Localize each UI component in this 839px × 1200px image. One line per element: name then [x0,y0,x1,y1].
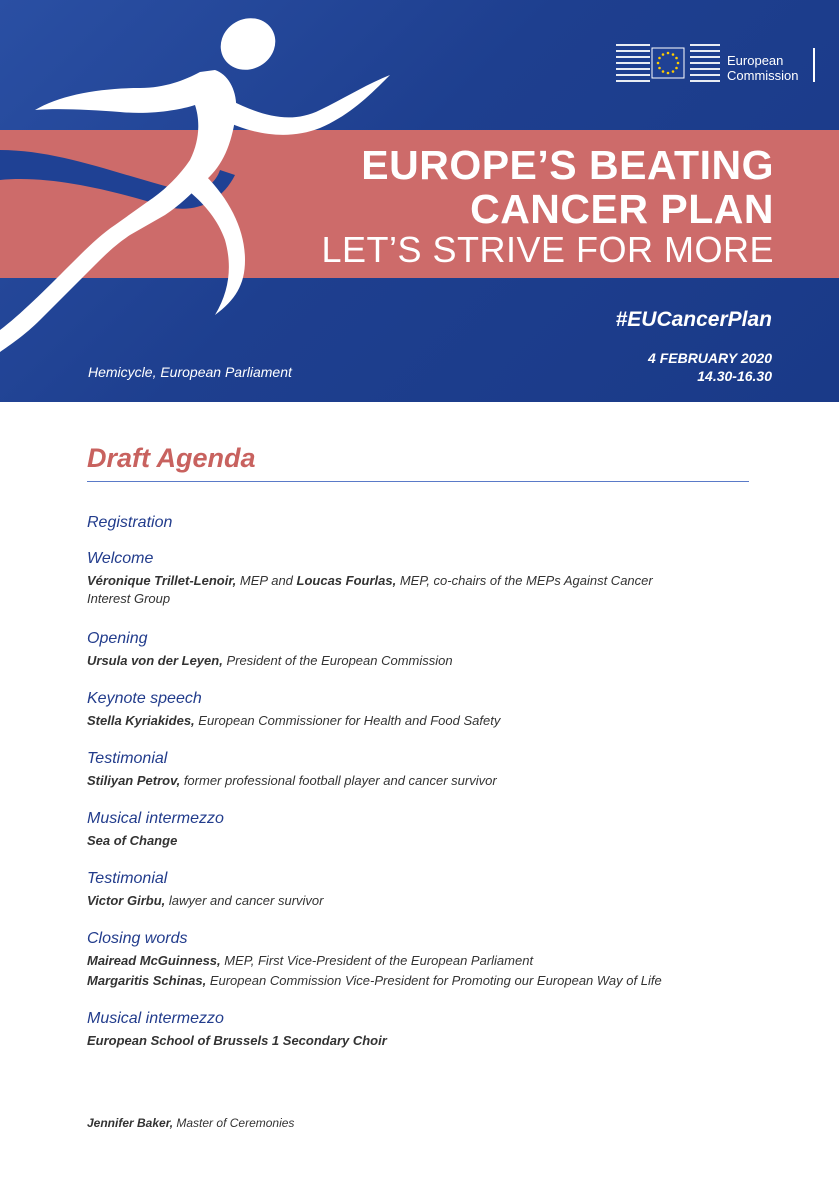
eu-flag-icon [652,48,684,78]
title-line-2: CANCER PLAN [470,186,774,232]
org-name-line1: European [727,53,784,68]
title-divider [87,481,749,482]
speaker-name: Mairead McGuinness, [87,953,221,968]
hashtag: #EUCancerPlan [615,308,772,331]
speaker-name: Stella Kyriakides, [87,713,195,728]
speaker-name: Stiliyan Petrov, [87,773,181,788]
agenda-speaker-line [87,571,787,609]
mc-role: Master of Ceremonies [173,1116,295,1130]
agenda-speaker-line [87,831,787,851]
agenda-item-testimonial-2 [87,869,787,911]
agenda-speaker-line [87,1031,787,1051]
agenda-item-registration [87,513,787,533]
logo-divider [813,48,815,82]
event-time: 14.30-16.30 [697,368,772,384]
agenda-heading: Keynote speech [87,690,202,707]
agenda-speaker-line [87,771,787,791]
agenda-speaker-line [87,711,787,731]
agenda-speaker-line [87,971,787,991]
agenda-heading: Testimonial [87,870,168,887]
speaker-role: President of the European Commission [222,653,453,668]
header-banner [0,0,839,402]
agenda-speaker-line [87,651,787,671]
agenda-heading: Musical intermezzo [87,810,224,827]
agenda-heading: Welcome [87,550,154,567]
speaker-role: former professional football player and cancer survivor [180,773,497,788]
runner-figure-icon [0,0,420,402]
subtitle: LET’S STRIVE FOR MORE [321,229,774,270]
agenda-heading: Opening [87,630,148,647]
speaker-name: Victor Girbu, [87,893,166,908]
speaker-name: Margaritis Schinas, [87,973,207,988]
agenda-item-opening [87,629,787,671]
agenda-item-welcome [87,549,787,609]
agenda-heading: Registration [87,514,173,531]
performance-title: Sea of Change [87,833,178,848]
speaker-role-continued: Interest Group [87,591,171,606]
org-name-line2: Commission [727,68,799,83]
speaker-role: European Commission Vice-President for Promoting our European Way of Life [206,973,662,988]
agenda-speaker-line [87,891,787,911]
speaker-role: European Commissioner for Health and Food Safety [194,713,501,728]
speaker-name: Ursula von der Leyen, [87,653,223,668]
agenda-speaker-line [87,951,787,971]
speaker-connector: MEP and [236,573,297,588]
agenda-item-closing [87,929,787,991]
event-date: 4 FEBRUARY 2020 [648,350,772,366]
speaker-role: lawyer and cancer survivor [165,893,324,908]
agenda-heading: Testimonial [87,750,168,767]
agenda-item-musical-2 [87,1009,787,1051]
event-venue: Hemicycle, European Parliament [88,364,292,380]
speaker-role: MEP, co-chairs of the MEPs Against Cancer [396,573,653,588]
agenda-heading: Closing words [87,930,188,947]
performance-title: European School of Brussels 1 Secondary Choir [87,1033,387,1048]
agenda-item-keynote [87,689,787,731]
page-title: Draft Agenda [87,443,256,473]
master-of-ceremonies [87,1116,294,1130]
speaker-role: MEP, First Vice-President of the European Parliament [220,953,534,968]
agenda-heading: Musical intermezzo [87,1010,224,1027]
title-line-1: EUROPE’S BEATING [361,142,774,188]
speaker-name: Véronique Trillet-Lenoir, [87,573,237,588]
agenda-item-musical-1 [87,809,787,851]
speaker-name: Loucas Fourlas, [296,573,397,588]
agenda-item-testimonial-1 [87,749,787,791]
mc-name: Jennifer Baker, [87,1116,174,1130]
